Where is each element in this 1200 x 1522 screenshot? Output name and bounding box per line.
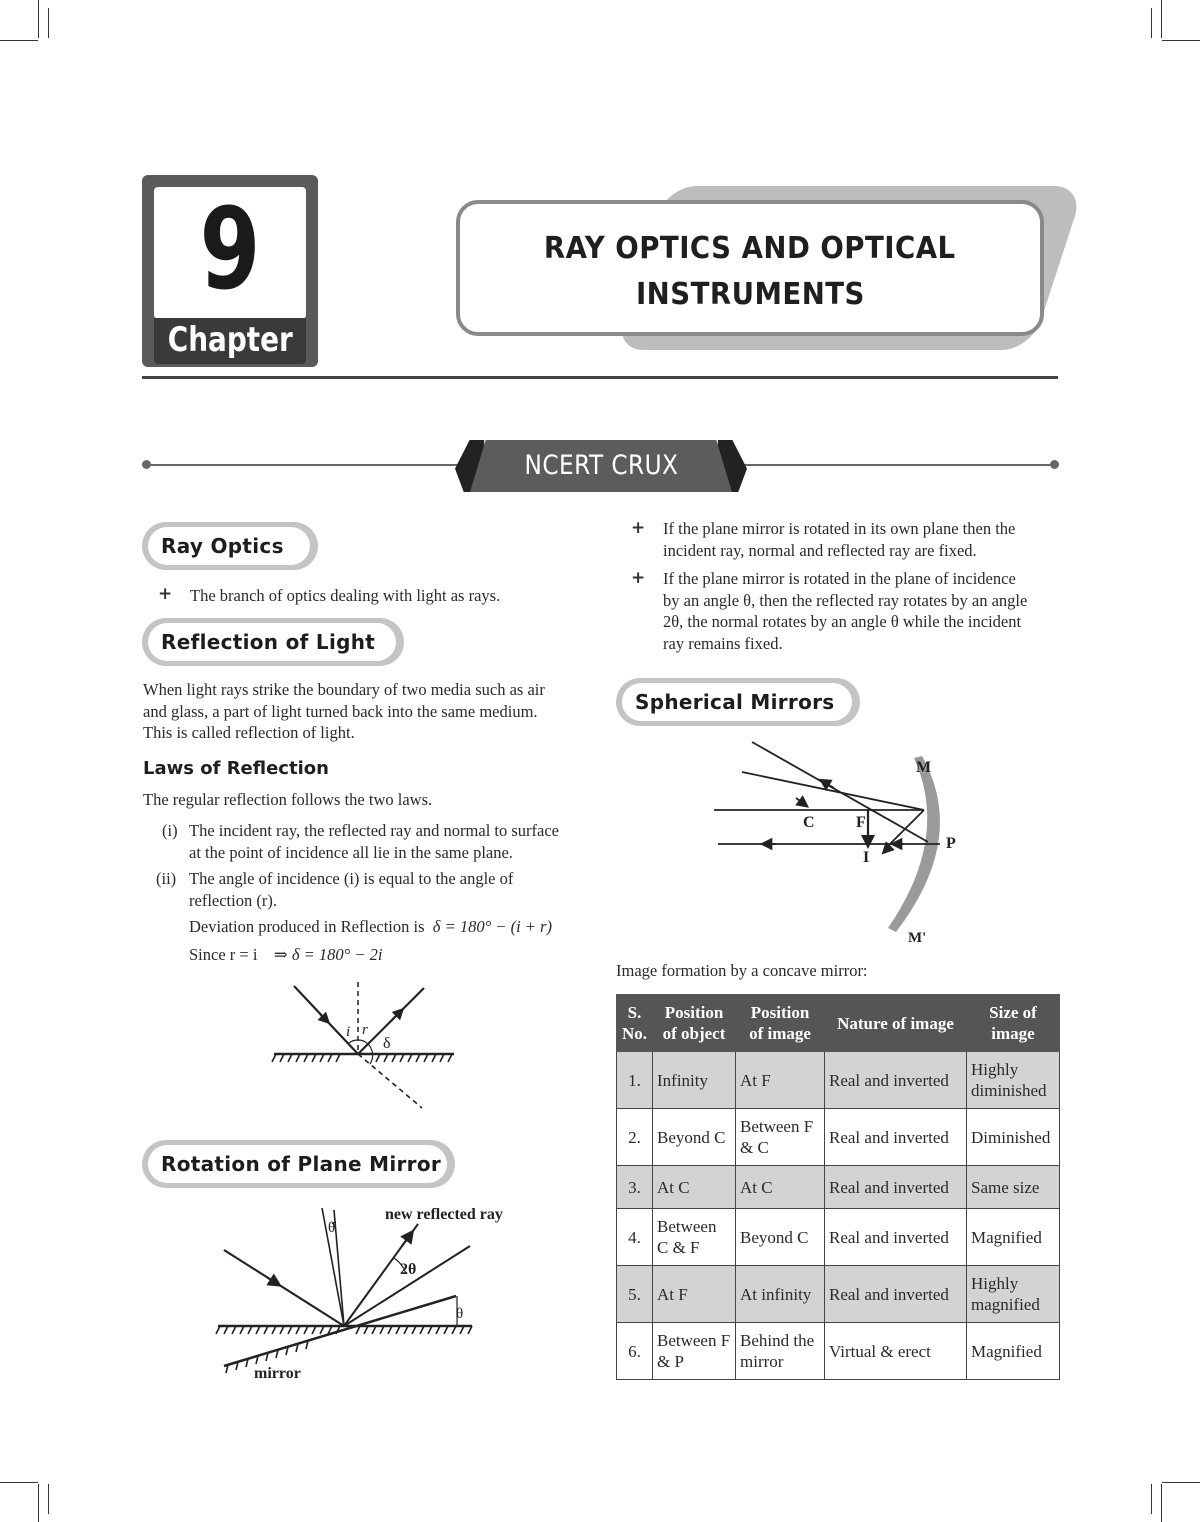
- since-formula: ⇒ δ = 180° − 2i: [273, 945, 383, 964]
- spherical-mirrors-heading: Spherical Mirrors: [616, 678, 860, 726]
- laws-intro: The regular reflection follows the two laws.: [143, 790, 433, 809]
- laws-heading: Laws of Reflection: [143, 758, 329, 779]
- cell-object: Beyond C: [653, 1109, 736, 1166]
- reflection-paragraph: When light rays strike the boundary of two media such as air and glass, a part of light turned back into the same medium. This is called reflection of light.: [143, 680, 545, 742]
- cell-nature: Real and inverted: [825, 1052, 967, 1109]
- image-formation-table: [616, 994, 1060, 1380]
- reflection-diagram: [260, 978, 470, 1114]
- concave-mirror-diagram: [700, 736, 980, 948]
- cell-image: Beyond C: [736, 1209, 825, 1266]
- rotation-bullet-1: If the plane mirror is rotated in its own plane then the incident ray, normal and reflected ray are fixed.: [663, 519, 1016, 560]
- bullet-icon: +: [631, 568, 646, 588]
- cell-nature: Real and inverted: [825, 1266, 967, 1323]
- label-i: i: [346, 1024, 351, 1040]
- rotation-diagram: [210, 1200, 520, 1384]
- law2-text: The angle of incidence (i) is equal to the angle of reflection (r).: [189, 869, 514, 910]
- since-line: Since r = i ⇒ δ = 180° − 2i: [189, 945, 383, 964]
- header-size: Size of image: [967, 995, 1060, 1052]
- label-mirror: mirror: [254, 1365, 301, 1382]
- table-header-row: [617, 995, 1060, 1052]
- reflection-heading: Reflection of Light: [142, 618, 404, 666]
- cell-object: Between C & F: [653, 1209, 736, 1266]
- cell-nature: Real and inverted: [825, 1166, 967, 1209]
- law1-marker: (i): [162, 821, 178, 840]
- label-theta-2: θ: [456, 1306, 464, 1322]
- cell-image: At C: [736, 1166, 825, 1209]
- label-M: M: [916, 759, 932, 776]
- label-F: F: [856, 814, 866, 831]
- cell-nature: Real and inverted: [825, 1209, 967, 1266]
- table-row: [617, 1266, 1060, 1323]
- label-delta: δ: [383, 1035, 391, 1052]
- chapter-number: 9: [199, 185, 261, 315]
- banner-title: NCERT CRUX: [524, 450, 678, 481]
- cell-size: Same size: [967, 1166, 1060, 1209]
- cell-object: Between F & P: [653, 1323, 736, 1380]
- cell-no: 1.: [617, 1052, 653, 1109]
- chapter-label: Chapter: [154, 318, 306, 364]
- deviation-line: Deviation produced in Reflection is δ = 180° − (i + r): [189, 917, 552, 936]
- cell-image: Between F & C: [736, 1109, 825, 1166]
- cell-image: At infinity: [736, 1266, 825, 1323]
- cell-no: 5.: [617, 1266, 653, 1323]
- cell-image: At F: [736, 1052, 825, 1109]
- cell-no: 6.: [617, 1323, 653, 1380]
- label-theta-1: θ: [328, 1220, 336, 1236]
- ray-optics-definition: The branch of optics dealing with light as rays.: [190, 586, 501, 605]
- cell-image: Behind the mirror: [736, 1323, 825, 1380]
- label-two-theta: 2θ: [400, 1261, 417, 1278]
- header-image: Position of image: [736, 995, 825, 1052]
- rotation-bullet-2: If the plane mirror is rotated in the plane of incidence by an angle θ, then the reflected ray rotates by an angle 2θ, the normal rotates by an angle θ while the incident ray remains fixed.: [663, 569, 1028, 653]
- cell-size: Diminished: [967, 1109, 1060, 1166]
- label-r: r: [362, 1022, 368, 1038]
- label-C: C: [803, 814, 815, 831]
- cell-nature: Virtual & erect: [825, 1323, 967, 1380]
- header-sno: S. No.: [617, 995, 653, 1052]
- cell-object: At C: [653, 1166, 736, 1209]
- cell-size: Magnified: [967, 1323, 1060, 1380]
- cell-object: At F: [653, 1266, 736, 1323]
- cell-size: Highly diminished: [967, 1052, 1060, 1109]
- cell-size: Magnified: [967, 1209, 1060, 1266]
- table-caption: Image formation by a concave mirror:: [616, 961, 868, 980]
- law1-text: The incident ray, the reflected ray and normal to surface at the point of incidence all lie in the same plane.: [189, 821, 560, 862]
- label-I: I: [863, 849, 870, 866]
- law2-marker: (ii): [156, 869, 177, 888]
- table-row: [617, 1052, 1060, 1109]
- header-object: Position of object: [653, 995, 736, 1052]
- table-row: [617, 1109, 1060, 1166]
- table-row: [617, 1166, 1060, 1209]
- deviation-formula: δ = 180° − (i + r): [432, 917, 552, 936]
- bullet-icon: +: [158, 584, 173, 604]
- cell-nature: Real and inverted: [825, 1109, 967, 1166]
- cell-no: 3.: [617, 1166, 653, 1209]
- label-P: P: [946, 835, 956, 852]
- rotation-heading: Rotation of Plane Mirror: [142, 1140, 455, 1188]
- header-rule: [142, 376, 1058, 379]
- table-row: [617, 1209, 1060, 1266]
- ray-optics-heading: Ray Optics: [142, 522, 318, 570]
- chapter-title: RAY OPTICS AND OPTICAL INSTRUMENTS: [544, 231, 956, 312]
- cell-object: Infinity: [653, 1052, 736, 1109]
- table-row: [617, 1323, 1060, 1380]
- label-new-reflected-ray: new reflected ray: [385, 1206, 503, 1223]
- bullet-icon: +: [631, 518, 646, 538]
- cell-no: 4.: [617, 1209, 653, 1266]
- label-M-prime: M': [908, 930, 927, 946]
- cell-size: Highly magnified: [967, 1266, 1060, 1323]
- header-nature: Nature of image: [825, 995, 967, 1052]
- cell-no: 2.: [617, 1109, 653, 1166]
